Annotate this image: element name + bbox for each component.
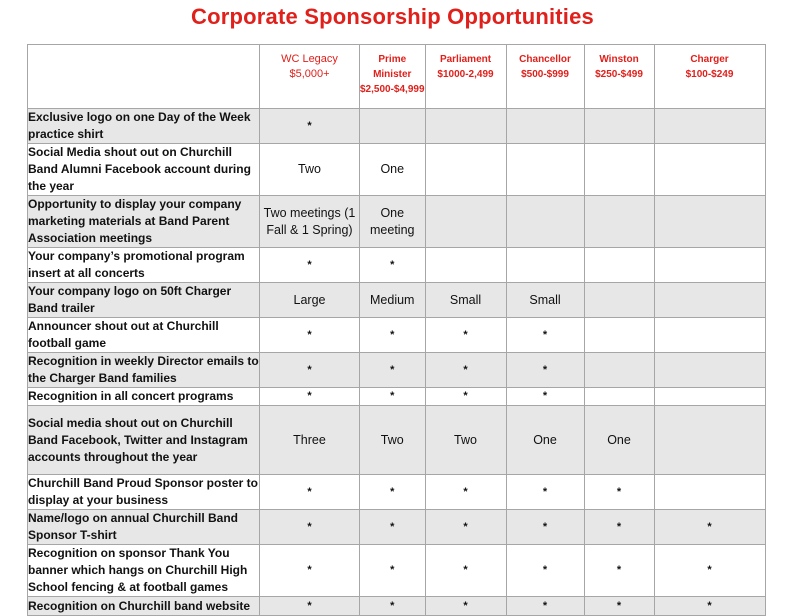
value-cell: * xyxy=(425,597,506,616)
value-cell: Three xyxy=(260,406,360,475)
feature-cell: Recognition in weekly Director emails to the Charger Band families xyxy=(28,353,260,388)
value-cell xyxy=(584,353,654,388)
value-cell: * xyxy=(654,597,765,616)
feature-cell: Recognition on Churchill band website xyxy=(28,597,260,616)
value-cell: * xyxy=(425,388,506,406)
value-cell: * xyxy=(506,510,584,545)
value-cell: One xyxy=(360,144,426,196)
value-cell xyxy=(654,406,765,475)
value-cell: * xyxy=(360,388,426,406)
col-header-prime-minister xyxy=(360,45,426,109)
value-cell xyxy=(425,109,506,144)
value-cell: * xyxy=(425,510,506,545)
col-name: Winston xyxy=(599,54,639,65)
value-cell: * xyxy=(260,545,360,597)
table-row xyxy=(28,248,766,283)
feature-cell: Opportunity to display your company marketing materials at Band Parent Association meetings xyxy=(28,196,260,248)
value-cell: Two xyxy=(260,144,360,196)
value-cell: * xyxy=(506,597,584,616)
value-cell xyxy=(654,248,765,283)
value-cell xyxy=(654,144,765,196)
header-row xyxy=(28,45,766,109)
value-cell: * xyxy=(360,318,426,353)
value-cell: Two xyxy=(360,406,426,475)
feature-cell: Churchill Band Proud Sponsor poster to display at your business xyxy=(28,475,260,510)
value-cell xyxy=(584,318,654,353)
col-price: $5,000+ xyxy=(289,68,330,80)
table-row xyxy=(28,196,766,248)
col-header-charger xyxy=(654,45,765,109)
value-cell xyxy=(584,248,654,283)
col-price: $100-$249 xyxy=(685,69,734,80)
table-row xyxy=(28,597,766,616)
value-cell: * xyxy=(360,597,426,616)
col-header-parliament xyxy=(425,45,506,109)
table-row xyxy=(28,475,766,510)
value-cell: * xyxy=(260,318,360,353)
value-cell: Two xyxy=(425,406,506,475)
value-cell: * xyxy=(260,353,360,388)
value-cell: * xyxy=(506,475,584,510)
value-cell xyxy=(506,109,584,144)
sponsorship-table xyxy=(27,44,766,616)
value-cell: * xyxy=(360,248,426,283)
table-row xyxy=(28,353,766,388)
value-cell xyxy=(654,388,765,406)
value-cell xyxy=(654,109,765,144)
value-cell xyxy=(654,475,765,510)
col-price: $500-$999 xyxy=(521,69,569,80)
feature-cell: Name/logo on annual Churchill Band Sponsor T-shirt xyxy=(28,510,260,545)
table-row xyxy=(28,510,766,545)
value-cell xyxy=(584,109,654,144)
value-cell xyxy=(425,248,506,283)
value-cell xyxy=(584,283,654,318)
table-row xyxy=(28,318,766,353)
value-cell: * xyxy=(506,353,584,388)
col-price: $1000-2,499 xyxy=(437,69,494,80)
value-cell: * xyxy=(260,510,360,545)
table-body xyxy=(28,109,766,616)
feature-cell: Your company logo on 50ft Charger Band trailer xyxy=(28,283,260,318)
col-name: Chancellor xyxy=(519,54,571,65)
table-row xyxy=(28,545,766,597)
value-cell xyxy=(584,144,654,196)
value-cell: * xyxy=(360,353,426,388)
value-cell: * xyxy=(506,388,584,406)
value-cell: * xyxy=(360,510,426,545)
value-cell: * xyxy=(654,545,765,597)
value-cell: * xyxy=(260,388,360,406)
value-cell: * xyxy=(584,545,654,597)
value-cell: * xyxy=(360,475,426,510)
col-name: Prime Minister xyxy=(373,54,412,80)
value-cell: * xyxy=(360,545,426,597)
value-cell: Small xyxy=(506,283,584,318)
value-cell: * xyxy=(260,475,360,510)
value-cell: * xyxy=(584,510,654,545)
value-cell: * xyxy=(260,597,360,616)
feature-cell: Exclusive logo on one Day of the Week practice shirt xyxy=(28,109,260,144)
feature-cell: Social Media shout out on Churchill Band Alumni Facebook account during the year xyxy=(28,144,260,196)
value-cell xyxy=(654,318,765,353)
value-cell: * xyxy=(584,597,654,616)
value-cell: * xyxy=(506,318,584,353)
col-header-wc-legacy xyxy=(260,45,360,109)
value-cell: * xyxy=(260,109,360,144)
col-price: $250-$499 xyxy=(595,69,643,80)
value-cell xyxy=(506,144,584,196)
value-cell: * xyxy=(654,510,765,545)
value-cell xyxy=(654,283,765,318)
feature-cell: Social media shout out on Churchill Band Facebook, Twitter and Instagram accounts throughout the year xyxy=(28,406,260,475)
value-cell xyxy=(584,196,654,248)
value-cell xyxy=(506,248,584,283)
value-cell xyxy=(425,144,506,196)
col-name: Charger xyxy=(690,54,729,65)
col-name: Parliament xyxy=(439,54,492,65)
table-row xyxy=(28,388,766,406)
value-cell: * xyxy=(584,475,654,510)
value-cell: One meeting xyxy=(360,196,426,248)
value-cell: Large xyxy=(260,283,360,318)
value-cell: Medium xyxy=(360,283,426,318)
value-cell: One xyxy=(506,406,584,475)
value-cell: * xyxy=(506,545,584,597)
value-cell xyxy=(654,353,765,388)
value-cell: Two meetings (1 Fall & 1 Spring) xyxy=(260,196,360,248)
value-cell: Small xyxy=(425,283,506,318)
table-row xyxy=(28,283,766,318)
value-cell xyxy=(506,196,584,248)
page-title: Corporate Sponsorship Opportunities xyxy=(190,4,594,29)
feature-cell: Recognition on sponsor Thank You banner which hangs on Churchill High School fencing & at football games xyxy=(28,545,260,597)
feature-cell: Your company’s promotional program insert at all concerts xyxy=(28,248,260,283)
table-row xyxy=(28,406,766,475)
value-cell: * xyxy=(425,318,506,353)
value-cell: * xyxy=(260,248,360,283)
col-price: $2,500-$4,999 xyxy=(360,84,425,95)
value-cell: * xyxy=(425,353,506,388)
value-cell: * xyxy=(425,475,506,510)
header-blank-cell xyxy=(28,45,260,109)
col-header-chancellor xyxy=(506,45,584,109)
feature-cell: Recognition in all concert programs xyxy=(28,388,260,406)
col-name: WC Legacy xyxy=(281,53,338,65)
col-header-winston xyxy=(584,45,654,109)
value-cell xyxy=(360,109,426,144)
value-cell xyxy=(425,196,506,248)
value-cell xyxy=(584,388,654,406)
value-cell xyxy=(654,196,765,248)
value-cell: One xyxy=(584,406,654,475)
table-row xyxy=(28,109,766,144)
value-cell: * xyxy=(425,545,506,597)
table-row xyxy=(28,144,766,196)
feature-cell: Announcer shout out at Churchill football game xyxy=(28,318,260,353)
